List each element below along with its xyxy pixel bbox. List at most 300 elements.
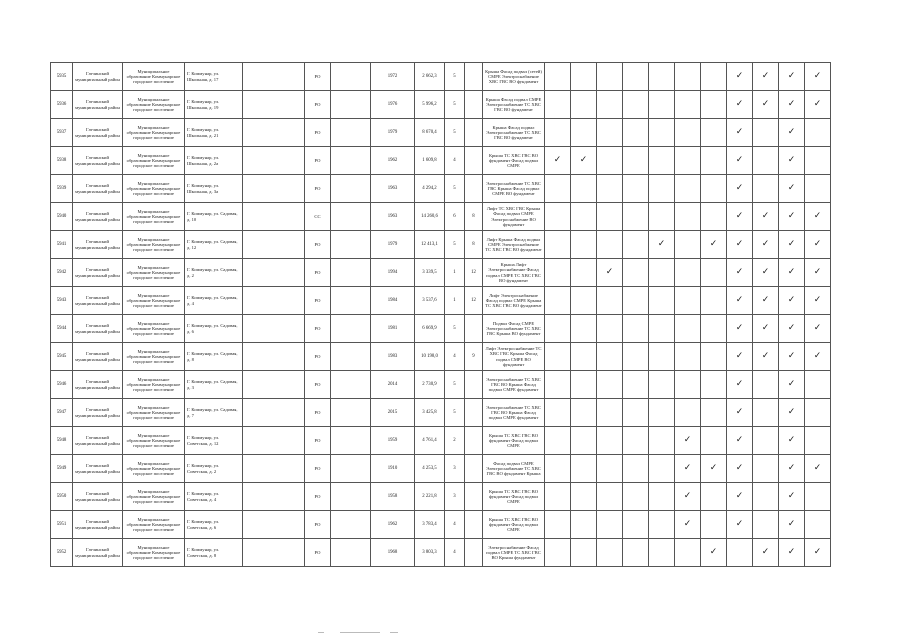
work-check-cell: [623, 203, 649, 231]
work-check-cell: [571, 147, 597, 175]
check-mark-icon: ✓: [813, 462, 822, 473]
work-check-cell: [649, 91, 675, 119]
house-code-cell: [243, 91, 305, 119]
area-cell: 2 221,8: [415, 483, 445, 511]
work-check-cell: [753, 119, 779, 147]
work-check-cell: [571, 91, 597, 119]
work-check-cell: [701, 147, 727, 175]
blank-cell: [331, 371, 371, 399]
work-check-cell: [805, 427, 831, 455]
work-check-cell: [545, 91, 571, 119]
work-check-cell: [649, 203, 675, 231]
works-list-cell: Подвал Фасад СМРЕ Электроснабжение ТС ХВС ГВС Крыша ВО фундамент: [483, 315, 545, 343]
check-mark-icon: ✓: [683, 518, 692, 529]
work-check-cell: [701, 315, 727, 343]
work-check-cell: [571, 399, 597, 427]
district-cell: Гатчинский муниципальный район: [73, 455, 123, 483]
district-cell: Гатчинский муниципальный район: [73, 287, 123, 315]
check-mark-icon: ✓: [553, 154, 562, 165]
works-list-cell: Лифт Электроснабжение ТС ХВС ГВС Крыша Фасад подвал СМРЕ ВО фундамент: [483, 343, 545, 371]
table-row: [51, 315, 831, 343]
work-check-cell: [571, 259, 597, 287]
house-code-cell: [243, 511, 305, 539]
settlement-cell: Муниципальное образование Коммунарское городское поселение: [123, 343, 185, 371]
check-mark-icon: ✓: [761, 294, 770, 305]
wall-material-cell: РО: [305, 371, 331, 399]
wall-material-cell: РО: [305, 175, 331, 203]
work-check-cell: [571, 315, 597, 343]
entrances-cell: [465, 483, 483, 511]
work-check-cell: [805, 91, 831, 119]
work-check-cell: [701, 203, 727, 231]
row-number: 5936: [51, 91, 73, 119]
work-check-cell: [727, 343, 753, 371]
check-mark-icon: ✓: [787, 406, 796, 417]
work-check-cell: [597, 427, 623, 455]
address-cell: Г. Коммунар, ул. Садовая, д. 12: [185, 231, 243, 259]
wall-material-cell: РО: [305, 539, 331, 567]
work-check-cell: [649, 63, 675, 91]
district-cell: Гатчинский муниципальный район: [73, 175, 123, 203]
blank-cell: [331, 63, 371, 91]
floors-cell: 5: [445, 399, 465, 427]
check-mark-icon: ✓: [761, 98, 770, 109]
check-mark-icon: ✓: [735, 98, 744, 109]
work-check-cell: [701, 371, 727, 399]
district-cell: Гатчинский муниципальный район: [73, 203, 123, 231]
work-check-cell: [753, 315, 779, 343]
address-cell: Г. Коммунар, ул. Садовая, д. 3: [185, 371, 243, 399]
settlement-cell: Муниципальное образование Коммунарское городское поселение: [123, 119, 185, 147]
work-check-cell: [571, 175, 597, 203]
address-cell: Г. Коммунар, ул. Школьная, д. 3а: [185, 175, 243, 203]
work-check-cell: [649, 371, 675, 399]
house-code-cell: [243, 231, 305, 259]
work-check-cell: [597, 119, 623, 147]
work-check-cell: [805, 287, 831, 315]
blank-cell: [331, 175, 371, 203]
wall-material-cell: РО: [305, 511, 331, 539]
work-check-cell: [545, 287, 571, 315]
settlement-cell: Муниципальное образование Коммунарское городское поселение: [123, 203, 185, 231]
table-row: [51, 483, 831, 511]
check-mark-icon: ✓: [735, 378, 744, 389]
work-check-cell: [675, 175, 701, 203]
works-list-cell: Фасад подвал СМРЕ Электроснабжение ТС ХВС ГВС ВО фундамент Крыша: [483, 455, 545, 483]
house-code-cell: [243, 175, 305, 203]
wall-material-cell: РО: [305, 343, 331, 371]
wall-material-cell: РО: [305, 91, 331, 119]
works-list-cell: Крыша Фасад подвал Электроснабжение ТС ХВС ГВС ВО фундамент: [483, 119, 545, 147]
house-code-cell: [243, 63, 305, 91]
work-check-cell: [805, 147, 831, 175]
work-check-cell: [675, 483, 701, 511]
work-check-cell: [779, 175, 805, 203]
settlement-cell: Муниципальное образование Коммунарское городское поселение: [123, 511, 185, 539]
district-cell: Гатчинский муниципальный район: [73, 427, 123, 455]
blank-cell: [331, 427, 371, 455]
house-code-cell: [243, 371, 305, 399]
work-check-cell: [805, 315, 831, 343]
work-check-cell: [571, 427, 597, 455]
work-check-cell: [753, 399, 779, 427]
entrances-cell: [465, 175, 483, 203]
check-mark-icon: ✓: [657, 238, 666, 249]
floors-cell: 5: [445, 119, 465, 147]
work-check-cell: [753, 343, 779, 371]
district-cell: Гатчинский муниципальный район: [73, 91, 123, 119]
work-check-cell: [753, 203, 779, 231]
check-mark-icon: ✓: [787, 126, 796, 137]
check-mark-icon: ✓: [709, 238, 718, 249]
check-mark-icon: ✓: [787, 98, 796, 109]
work-check-cell: [571, 511, 597, 539]
work-check-cell: [571, 483, 597, 511]
work-check-cell: [675, 203, 701, 231]
work-check-cell: [649, 455, 675, 483]
work-check-cell: [597, 511, 623, 539]
work-check-cell: [675, 427, 701, 455]
wall-material-cell: РО: [305, 287, 331, 315]
house-code-cell: [243, 315, 305, 343]
floors-cell: 4: [445, 147, 465, 175]
area-cell: 6 669,9: [415, 315, 445, 343]
work-check-cell: [649, 315, 675, 343]
blank-cell: [331, 483, 371, 511]
check-mark-icon: ✓: [761, 266, 770, 277]
blank-cell: [331, 231, 371, 259]
blank-cell: [331, 343, 371, 371]
district-cell: Гатчинский муниципальный район: [73, 147, 123, 175]
work-check-cell: [727, 315, 753, 343]
check-mark-icon: ✓: [787, 294, 796, 305]
work-check-cell: [805, 511, 831, 539]
work-check-cell: [571, 371, 597, 399]
scan-artifact: [340, 632, 380, 633]
row-number: 5947: [51, 399, 73, 427]
work-check-cell: [753, 287, 779, 315]
work-check-cell: [779, 539, 805, 567]
wall-material-cell: РО: [305, 63, 331, 91]
work-check-cell: [623, 91, 649, 119]
blank-cell: [331, 119, 371, 147]
work-check-cell: [779, 259, 805, 287]
work-check-cell: [571, 455, 597, 483]
build-year-cell: 2015: [371, 399, 415, 427]
build-year-cell: 1979: [371, 231, 415, 259]
work-check-cell: [597, 371, 623, 399]
row-number: 5938: [51, 147, 73, 175]
settlement-cell: Муниципальное образование Коммунарское городское поселение: [123, 371, 185, 399]
area-cell: 3 339,5: [415, 259, 445, 287]
scan-artifact: [390, 632, 398, 633]
check-mark-icon: ✓: [787, 378, 796, 389]
row-number: 5951: [51, 511, 73, 539]
entrances-cell: [465, 147, 483, 175]
check-mark-icon: ✓: [787, 182, 796, 193]
works-list-cell: Лифт Крыша Фасад подвал СМРЕ Электроснабжение ТС ХВС ГВС ВО фундамент: [483, 231, 545, 259]
check-mark-icon: ✓: [761, 546, 770, 557]
check-mark-icon: ✓: [735, 294, 744, 305]
build-year-cell: 1910: [371, 455, 415, 483]
table-row: [51, 455, 831, 483]
entrances-cell: [465, 119, 483, 147]
check-mark-icon: ✓: [761, 350, 770, 361]
check-mark-icon: ✓: [761, 210, 770, 221]
build-year-cell: 2014: [371, 371, 415, 399]
work-check-cell: [623, 287, 649, 315]
work-check-cell: [805, 63, 831, 91]
table-row: [51, 427, 831, 455]
floors-cell: 3: [445, 455, 465, 483]
check-mark-icon: ✓: [813, 70, 822, 81]
check-mark-icon: ✓: [761, 322, 770, 333]
area-cell: 5 996,2: [415, 91, 445, 119]
work-check-cell: [571, 343, 597, 371]
check-mark-icon: ✓: [735, 350, 744, 361]
work-check-cell: [649, 259, 675, 287]
district-cell: Гатчинский муниципальный район: [73, 371, 123, 399]
check-mark-icon: ✓: [787, 350, 796, 361]
work-check-cell: [701, 539, 727, 567]
address-cell: Г. Коммунар, ул. Садовая, д. 7: [185, 399, 243, 427]
table-row: [51, 259, 831, 287]
table-row: [51, 343, 831, 371]
blank-cell: [331, 455, 371, 483]
work-check-cell: [623, 539, 649, 567]
work-check-cell: [753, 231, 779, 259]
work-check-cell: [571, 119, 597, 147]
check-mark-icon: ✓: [579, 154, 588, 165]
row-number: 5937: [51, 119, 73, 147]
work-check-cell: [701, 63, 727, 91]
row-number: 5948: [51, 427, 73, 455]
entrances-cell: [465, 511, 483, 539]
work-check-cell: [805, 399, 831, 427]
work-check-cell: [675, 119, 701, 147]
check-mark-icon: ✓: [787, 238, 796, 249]
work-check-cell: [727, 287, 753, 315]
work-check-cell: [545, 483, 571, 511]
work-check-cell: [545, 399, 571, 427]
works-list-cell: Электроснабжение ТС ХВС ГВС Крыша Фасад подвал СМРЕ ВО фундамент: [483, 175, 545, 203]
blank-cell: [331, 511, 371, 539]
entrances-cell: [465, 539, 483, 567]
check-mark-icon: ✓: [683, 490, 692, 501]
row-number: 5944: [51, 315, 73, 343]
area-cell: 3 425,8: [415, 399, 445, 427]
blank-cell: [331, 203, 371, 231]
work-check-cell: [727, 259, 753, 287]
work-check-cell: [675, 371, 701, 399]
work-check-cell: [623, 343, 649, 371]
work-check-cell: [545, 203, 571, 231]
settlement-cell: Муниципальное образование Коммунарское городское поселение: [123, 63, 185, 91]
work-check-cell: [623, 231, 649, 259]
address-cell: Г. Коммунар, ул. Советская, д. 12: [185, 427, 243, 455]
floors-cell: 4: [445, 343, 465, 371]
entrances-cell: 8: [465, 231, 483, 259]
address-cell: Г. Коммунар, ул. Садовая, д. 10: [185, 203, 243, 231]
work-check-cell: [779, 147, 805, 175]
build-year-cell: 1958: [371, 483, 415, 511]
work-check-cell: [571, 539, 597, 567]
work-check-cell: [545, 315, 571, 343]
work-check-cell: [597, 91, 623, 119]
address-cell: Г. Коммунар, ул. Школьная, д. 19: [185, 91, 243, 119]
work-check-cell: [623, 63, 649, 91]
area-cell: 2 730,9: [415, 371, 445, 399]
work-check-cell: [779, 399, 805, 427]
works-list-cell: Электроснабжение ТС ХВС ГВС ВО Крыша Фасад подвал СМРЕ фундамент: [483, 399, 545, 427]
work-check-cell: [597, 399, 623, 427]
work-check-cell: [727, 399, 753, 427]
work-check-cell: [675, 399, 701, 427]
check-mark-icon: ✓: [813, 210, 822, 221]
floors-cell: 6: [445, 203, 465, 231]
work-check-cell: [727, 511, 753, 539]
work-check-cell: [805, 455, 831, 483]
works-list-cell: Крыша Фасад подвал (сетей) СМРЕ Электроснабжение ХВС ГВС ВО фундамент: [483, 63, 545, 91]
check-mark-icon: ✓: [735, 70, 744, 81]
work-check-cell: [597, 287, 623, 315]
floors-cell: 5: [445, 63, 465, 91]
work-check-cell: [675, 511, 701, 539]
check-mark-icon: ✓: [735, 518, 744, 529]
check-mark-icon: ✓: [735, 210, 744, 221]
house-code-cell: [243, 455, 305, 483]
work-check-cell: [779, 511, 805, 539]
floors-cell: 2: [445, 427, 465, 455]
settlement-cell: Муниципальное образование Коммунарское городское поселение: [123, 287, 185, 315]
work-check-cell: [805, 231, 831, 259]
blank-cell: [331, 147, 371, 175]
work-check-cell: [701, 455, 727, 483]
blank-cell: [331, 287, 371, 315]
check-mark-icon: ✓: [735, 462, 744, 473]
check-mark-icon: ✓: [735, 238, 744, 249]
check-mark-icon: ✓: [735, 154, 744, 165]
row-number: 5941: [51, 231, 73, 259]
settlement-cell: Муниципальное образование Коммунарское городское поселение: [123, 91, 185, 119]
work-check-cell: [649, 119, 675, 147]
work-check-cell: [701, 511, 727, 539]
work-check-cell: [545, 371, 571, 399]
work-check-cell: [675, 147, 701, 175]
work-check-cell: [623, 175, 649, 203]
row-number: 5942: [51, 259, 73, 287]
work-check-cell: [623, 455, 649, 483]
address-cell: Г. Коммунар, ул. Садовая, д. 4: [185, 287, 243, 315]
settlement-cell: Муниципальное образование Коммунарское городское поселение: [123, 539, 185, 567]
address-cell: Г. Коммунар, ул. Садовая, д. 8: [185, 343, 243, 371]
house-code-cell: [243, 259, 305, 287]
house-code-cell: [243, 399, 305, 427]
table-row: [51, 63, 831, 91]
work-check-cell: [545, 63, 571, 91]
row-number: 5939: [51, 175, 73, 203]
work-check-cell: [545, 511, 571, 539]
check-mark-icon: ✓: [813, 238, 822, 249]
work-check-cell: [649, 511, 675, 539]
settlement-cell: Муниципальное образование Коммунарское городское поселение: [123, 483, 185, 511]
row-number: 5950: [51, 483, 73, 511]
work-check-cell: [727, 63, 753, 91]
works-list-cell: Лифт Электроснабжение Фасад подвал СМРЕ Крыша ТС ХВС ГВС ВО фундамент: [483, 287, 545, 315]
settlement-cell: Муниципальное образование Коммунарское городское поселение: [123, 147, 185, 175]
work-check-cell: [779, 427, 805, 455]
work-check-cell: [701, 427, 727, 455]
works-list-cell: Крыша ТС ХВС ГВС ВО фундамент Фасад подвал СМРЕ: [483, 511, 545, 539]
work-check-cell: [623, 119, 649, 147]
table-row: [51, 399, 831, 427]
district-cell: Гатчинский муниципальный район: [73, 539, 123, 567]
work-check-cell: [805, 175, 831, 203]
check-mark-icon: ✓: [787, 322, 796, 333]
work-check-cell: [779, 119, 805, 147]
work-check-cell: [701, 91, 727, 119]
work-check-cell: [753, 483, 779, 511]
work-check-cell: [545, 427, 571, 455]
district-cell: Гатчинский муниципальный район: [73, 259, 123, 287]
work-check-cell: [753, 147, 779, 175]
area-cell: 1 609,8: [415, 147, 445, 175]
work-check-cell: [571, 287, 597, 315]
check-mark-icon: ✓: [813, 98, 822, 109]
work-check-cell: [675, 539, 701, 567]
house-code-cell: [243, 287, 305, 315]
work-check-cell: [623, 259, 649, 287]
work-check-cell: [675, 287, 701, 315]
work-check-cell: [597, 259, 623, 287]
district-cell: Гатчинский муниципальный район: [73, 231, 123, 259]
work-check-cell: [727, 231, 753, 259]
wall-material-cell: РО: [305, 427, 331, 455]
district-cell: Гатчинский муниципальный район: [73, 315, 123, 343]
table-row: [51, 371, 831, 399]
build-year-cell: 1959: [371, 427, 415, 455]
check-mark-icon: ✓: [813, 546, 822, 557]
work-check-cell: [545, 343, 571, 371]
build-year-cell: 1984: [371, 287, 415, 315]
check-mark-icon: ✓: [683, 434, 692, 445]
work-check-cell: [545, 175, 571, 203]
check-mark-icon: ✓: [735, 182, 744, 193]
work-check-cell: [571, 231, 597, 259]
build-year-cell: 1983: [371, 343, 415, 371]
table-row: [51, 147, 831, 175]
entrances-cell: [465, 455, 483, 483]
work-check-cell: [545, 455, 571, 483]
row-number: 5943: [51, 287, 73, 315]
check-mark-icon: ✓: [735, 266, 744, 277]
work-check-cell: [727, 483, 753, 511]
work-check-cell: [701, 175, 727, 203]
work-check-cell: [649, 539, 675, 567]
table-row: [51, 511, 831, 539]
district-cell: Гатчинский муниципальный район: [73, 483, 123, 511]
work-check-cell: [753, 427, 779, 455]
work-check-cell: [779, 343, 805, 371]
work-check-cell: [571, 203, 597, 231]
entrances-cell: [465, 371, 483, 399]
work-check-cell: [779, 231, 805, 259]
settlement-cell: Муниципальное образование Коммунарское городское поселение: [123, 175, 185, 203]
work-check-cell: [753, 175, 779, 203]
work-check-cell: [727, 175, 753, 203]
entrances-cell: [465, 91, 483, 119]
check-mark-icon: ✓: [813, 350, 822, 361]
